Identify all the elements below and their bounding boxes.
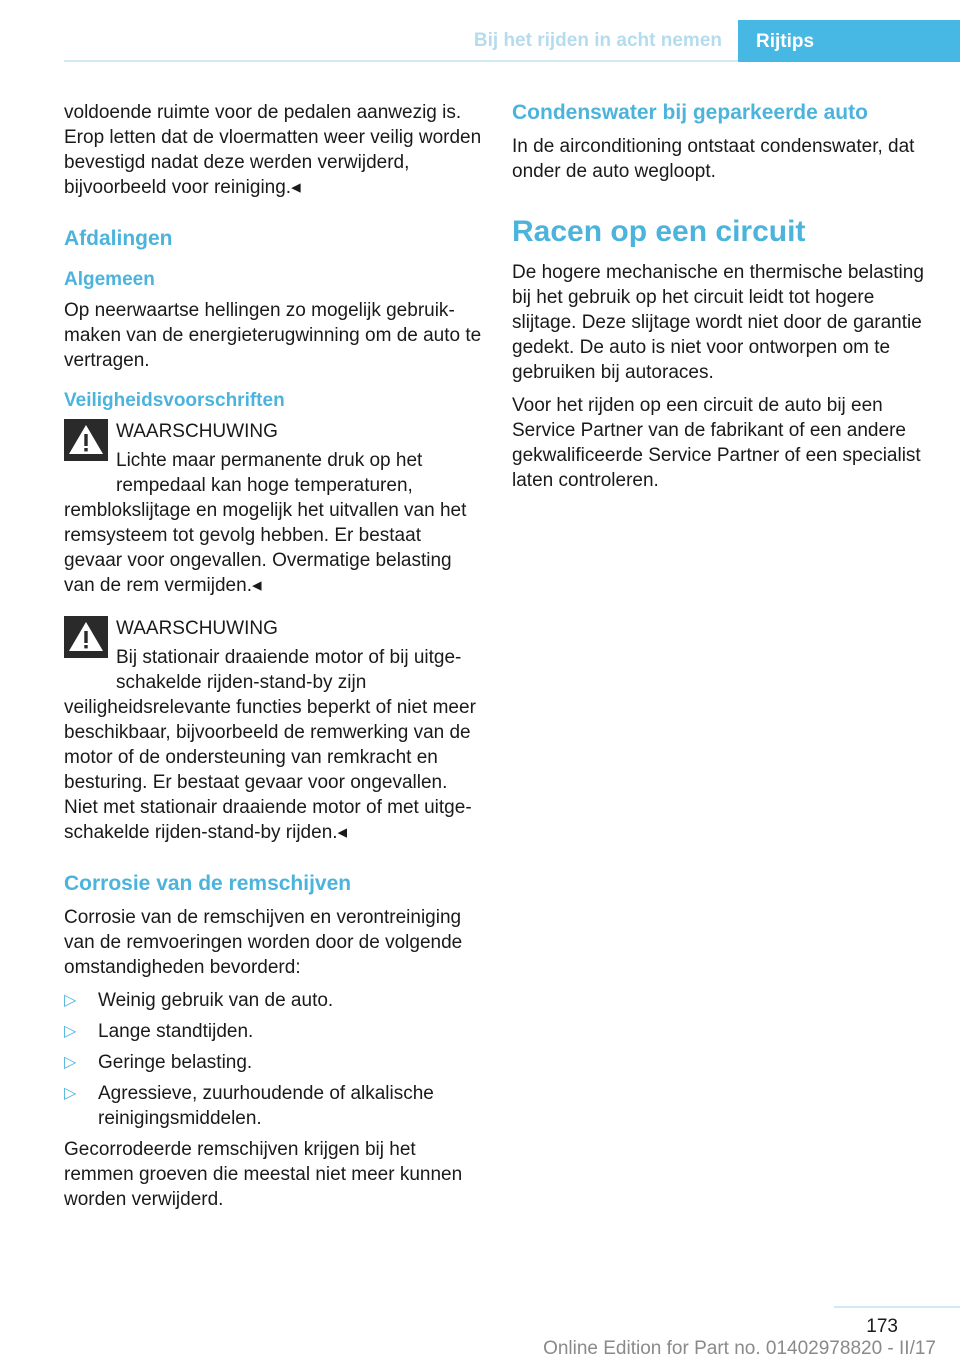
footer-rule bbox=[834, 1306, 960, 1308]
header-chapter-label: Rijtips bbox=[756, 31, 815, 52]
list-item-text: Lange standtijden. bbox=[98, 1021, 254, 1042]
edition-note: Online Edition for Part no. 01402978820 - II/17 bbox=[543, 1338, 936, 1359]
paragraph-gecorrodeerd: Gecorrodeerde remschijven krijgen bij het remmen groeven die meestal niet meer kunnen worden verwijderd. bbox=[64, 1139, 463, 1210]
right-column bbox=[512, 100, 926, 501]
warning-triangle-icon bbox=[64, 616, 108, 658]
list-item bbox=[64, 1019, 482, 1044]
page-number: 173 bbox=[866, 1316, 898, 1337]
paragraph-condenswater: In de airconditioning ontstaat condenswater, dat onder de auto wegloopt. bbox=[512, 136, 915, 182]
bullet-triangle-icon: ▷ bbox=[64, 1085, 77, 1102]
warning-1-body: Lichte maar permanente druk op het rempedaal kan hoge temperaturen, remblokslijtage en mogelijk het uitvallen van het remsysteem tot gevolg hebben. Er bestaat gevaar voor ongevallen. Overmatige belasting van de rem vermijden.◂ bbox=[64, 450, 467, 596]
warning-block-2 bbox=[64, 616, 482, 845]
header-chapter-tab bbox=[738, 20, 960, 62]
heading-condenswater: Condenswater bij geparkeerde auto bbox=[512, 101, 868, 124]
list-item bbox=[64, 1050, 482, 1075]
heading-afdalingen: Afdalingen bbox=[64, 227, 173, 250]
bullet-triangle-icon: ▷ bbox=[64, 992, 77, 1009]
warning-2-body: Bij stationair draaiende motor of bij uitgeschakelde rijden-stand-by zijn veiligheidsrelevante functies beperkt of niet meer beschikbaar, bijvoorbeeld de remwerking van de motor of de ondersteuning van remkracht en besturing. Er bestaat gevaar voor ongevallen. Niet met stationair draaiende motor of met uitgeschakelde rijden-stand-by rijden.◂ bbox=[64, 647, 476, 843]
warning-1-title: WAARSCHUWING bbox=[116, 421, 278, 442]
warning-2-text bbox=[64, 645, 482, 845]
heading-corrosie: Corrosie van de remschijven bbox=[64, 872, 352, 895]
list-item-text: Weinig gebruik van de auto. bbox=[98, 990, 334, 1011]
bullet-triangle-icon: ▷ bbox=[64, 1054, 77, 1071]
header-section-title: Bij het rijden in acht nemen bbox=[473, 30, 722, 51]
warning-block-1 bbox=[64, 419, 482, 598]
intro-paragraph: voldoende ruimte voor de pedalen aanwezig is. Erop letten dat de vloermatten weer veilig worden bevestigd nadat deze werden verwijderd, bijvoorbeeld voor reiniging.◂ bbox=[64, 102, 482, 198]
paragraph-racen-2: Voor het rijden op een circuit de auto bij een Service Partner van de fabrikant of een andere gekwalificeerde Service Partner of een specialist laten controleren. bbox=[512, 395, 921, 491]
corrosion-factors-list bbox=[64, 988, 482, 1131]
list-item bbox=[64, 988, 482, 1013]
warning-2-title: WAARSCHUWING bbox=[116, 618, 278, 639]
paragraph-algemeen: Op neerwaartse hellingen zo mogelijk gebruikmaken van de energieterugwinning om de auto te vertragen. bbox=[64, 300, 482, 371]
paragraph-corrosie: Corrosie van de remschijven en verontreiniging van de remvoeringen worden door de volgende omstandigheden bevorderd: bbox=[64, 907, 463, 978]
warning-triangle-icon bbox=[64, 419, 108, 461]
heading-racen: Racen op een circuit bbox=[512, 215, 806, 248]
heading-veiligheidsvoorschriften: Veiligheidsvoorschriften bbox=[64, 390, 285, 411]
left-column bbox=[64, 100, 482, 1220]
list-item-text: Agressieve, zuurhoudende of alkalische reinigingsmiddelen. bbox=[98, 1083, 434, 1129]
paragraph-racen-1: De hogere mechanische en thermische belasting bij het gebruik op het circuit leidt tot hogere slijtage. Deze slijtage wordt niet door de garantie gedekt. De auto is niet voor ontworpen om te gebruiken bij autoraces. bbox=[512, 262, 924, 383]
list-item bbox=[64, 1081, 482, 1131]
heading-algemeen: Algemeen bbox=[64, 269, 155, 290]
list-item-text: Geringe belasting. bbox=[98, 1052, 253, 1073]
warning-1-text bbox=[64, 448, 482, 598]
bullet-triangle-icon: ▷ bbox=[64, 1023, 77, 1040]
